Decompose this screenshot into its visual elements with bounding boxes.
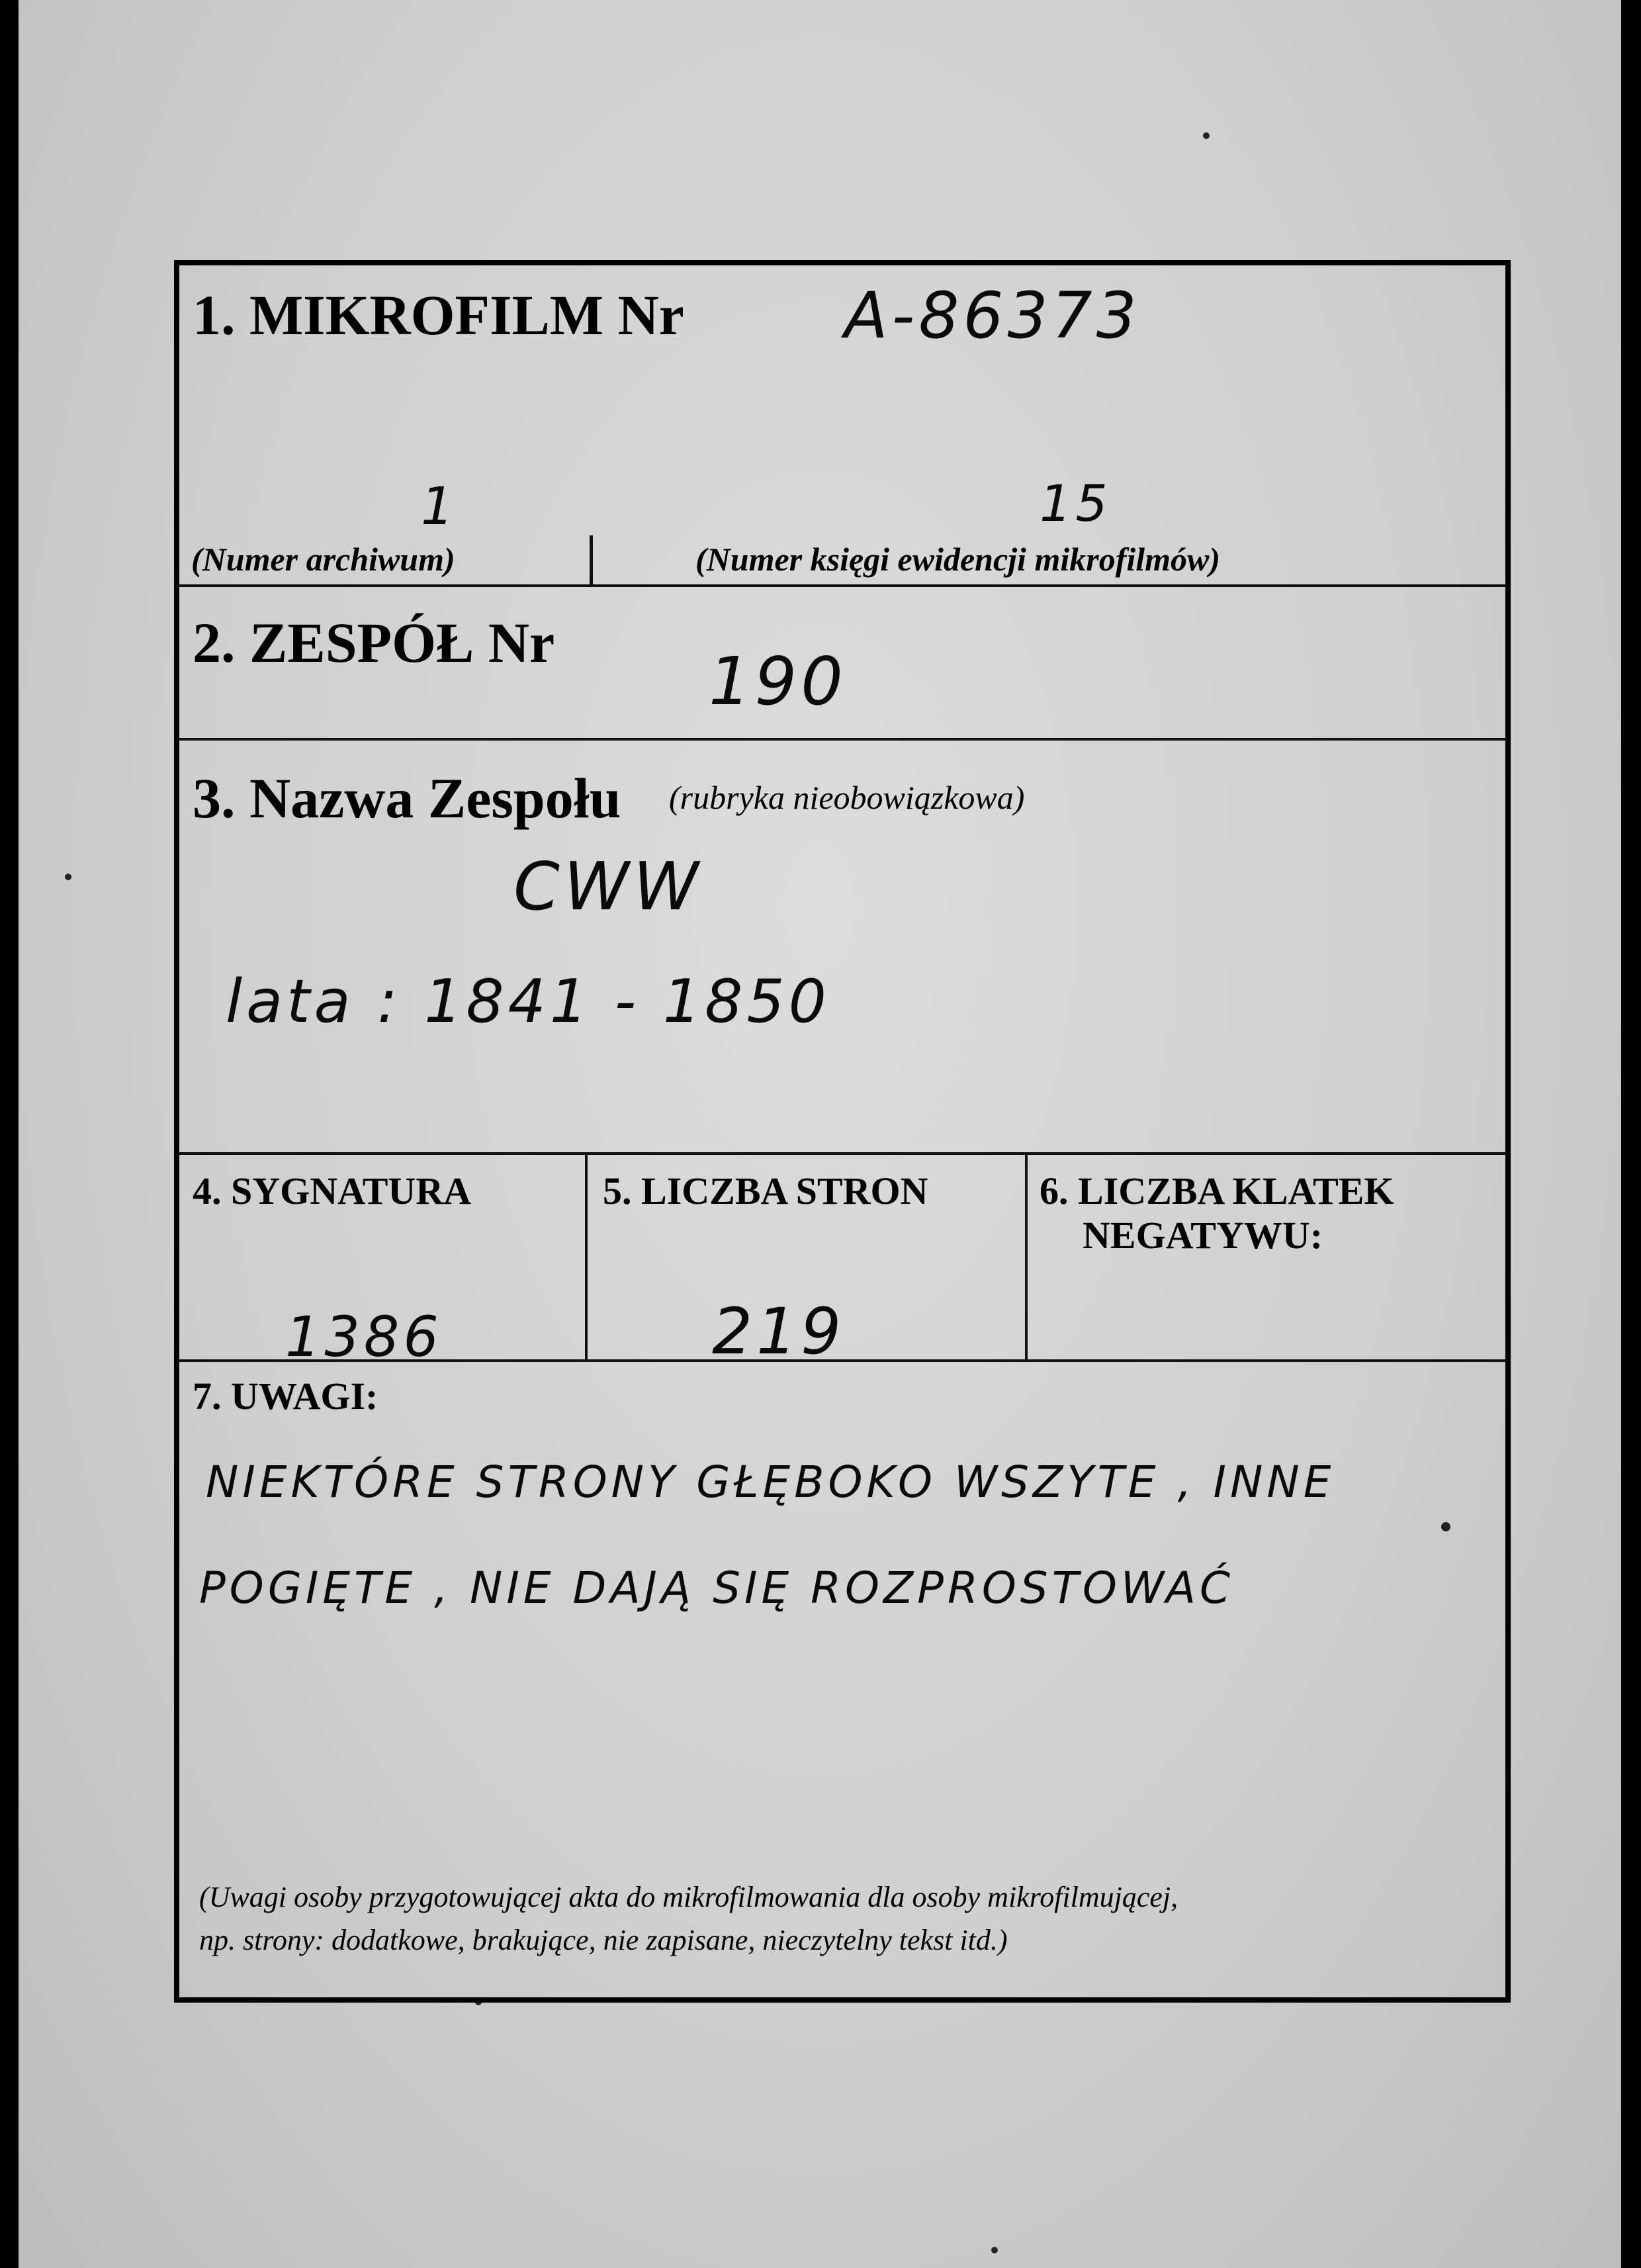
fond-years-handwritten: lata : 1841 - 1850 [226,967,830,1036]
ledger-number-handwritten: 15 [1040,474,1112,533]
section-5-label: 5. LICZBA STRON [603,1169,928,1212]
section-2-label: 2. ZESPÓŁ Nr [193,611,555,674]
form-sheet [19,0,1621,2268]
section-4-label: 4. SYGNATURA [193,1169,472,1212]
dust-speck [65,874,71,880]
divider [179,584,1505,587]
column-divider [1025,1152,1028,1359]
remarks-handwritten-line-2: POGIĘTE , NIE DAJĄ SIĘ ROZPROSTOWAĆ [199,1563,1235,1613]
section-6-label: 6. LICZBA KLATEK [1040,1169,1394,1212]
microfilm-form-frame [174,260,1511,2003]
section-6-label-cont: NEGATYWU: [1083,1214,1323,1257]
section-3-label: 3. Nazwa Zespołu [193,766,621,830]
section-1-label: 1. MIKROFILM Nr [193,283,684,347]
column-divider [585,1152,588,1359]
caption-divider [590,535,593,584]
dust-speck [1203,132,1210,139]
fond-number-handwritten: 190 [709,643,847,720]
section-3-hint: (rubryka nieobowiązkowa) [669,779,1025,816]
microfilm-number-handwritten: A-86373 [844,279,1141,353]
section-7-label: 7. UWAGI: [193,1375,378,1418]
ledger-number-caption: (Numer księgi ewidencji mikrofilmów) [695,541,1221,578]
dust-speck [991,2247,998,2253]
divider [179,738,1505,741]
archive-number-caption: (Numer archiwum) [191,541,455,578]
remarks-footnote-line-1: (Uwagi osoby przygotowującej akta do mikrofilmowania dla osoby mikrofilmującej, [199,1881,1178,1913]
remarks-handwritten-line-1: NIEKTÓRE STRONY GŁĘBOKO WSZYTE , INNE [206,1457,1335,1508]
archive-number-handwritten: 1 [421,477,458,537]
fond-name-handwritten: CWW [513,848,703,925]
remarks-footnote-line-2: np. strony: dodatkowe, brakujące, nie zapisane, nieczytelny tekst itd.) [199,1924,1008,1956]
page-count-handwritten: 219 [712,1294,846,1369]
divider [179,1152,1505,1155]
signature-handwritten: 1386 [285,1304,443,1369]
